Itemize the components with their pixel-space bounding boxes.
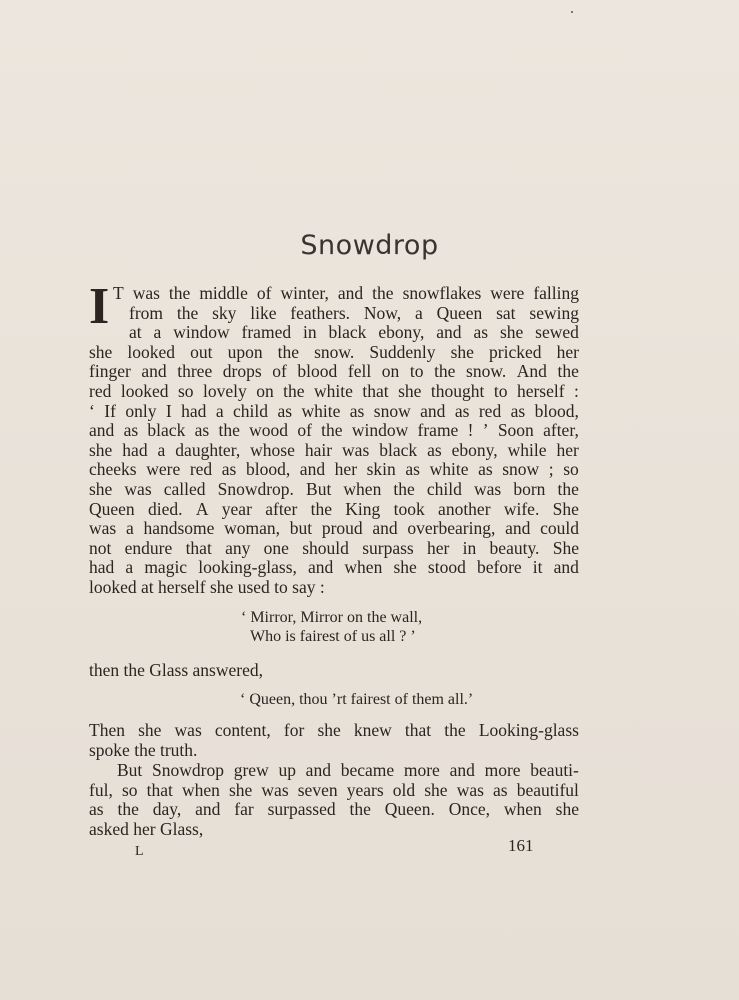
text-line: ‘ If only I had a child as white as snow and as red as blood, xyxy=(89,400,579,421)
text-line: she had a daughter, whose hair was black as ebony, while her xyxy=(89,439,579,460)
text-line: spoke the truth. xyxy=(89,739,198,760)
text-line: But Snowdrop grew up and became more and more beauti- xyxy=(117,760,579,780)
text-line: Queen died. A year after the King took another wife. She xyxy=(89,498,579,519)
text-line: she was called Snowdrop. But when the child was born the xyxy=(89,478,579,499)
paragraph-1 xyxy=(89,284,579,598)
paragraph-4 xyxy=(89,761,579,839)
text-line: Then she was content, for she knew that the Looking-glass xyxy=(89,720,579,740)
text-line: ful, so that when she was seven years old she was as beautiful xyxy=(89,779,579,800)
paragraph-2: then the Glass answered, xyxy=(89,660,263,680)
page-number: 161 xyxy=(508,836,534,855)
text-line: and as black as the wood of the window frame ! ’ Soon after, xyxy=(89,420,579,441)
text-line: looked at herself she used to say : xyxy=(89,576,325,597)
text-line: T was the middle of winter, and the snowflakes were falling xyxy=(113,283,579,303)
verse-line: Who is fairest of us all ? ’ xyxy=(250,628,416,645)
paragraph-3 xyxy=(89,721,579,760)
text-line: red looked so lovely on the white that she thought to herself : xyxy=(89,380,579,401)
text-line: finger and three drops of blood fell on to the snow. And the xyxy=(89,361,579,382)
text-line: as the day, and far surpassed the Queen. Once, when she xyxy=(89,799,579,820)
text-line: from the sky like feathers. Now, a Queen sat sewing xyxy=(129,302,579,323)
text-line: at a window framed in black ebony, and as she sewed xyxy=(129,322,579,343)
text-line: cheeks were red as blood, and her skin as white as snow ; so xyxy=(89,459,579,480)
text-line: not endure that any one should surpass her in beauty. She xyxy=(89,537,579,558)
text-line: she looked out upon the snow. Suddenly she pricked her xyxy=(89,341,579,362)
signature-mark: L xyxy=(135,844,144,859)
drop-cap: I xyxy=(89,278,110,335)
ink-speck xyxy=(571,11,573,13)
chapter-title: Snowdrop xyxy=(300,230,439,261)
verse-line: ‘ Mirror, Mirror on the wall, xyxy=(241,609,423,626)
text-line: was a handsome woman, but proud and overbearing, and could xyxy=(89,518,579,539)
text-line: asked her Glass, xyxy=(89,818,204,839)
text-line: had a magic looking-glass, and when she stood before it and xyxy=(89,557,579,578)
verse-line: ‘ Queen, thou ’rt fairest of them all.’ xyxy=(240,691,474,708)
